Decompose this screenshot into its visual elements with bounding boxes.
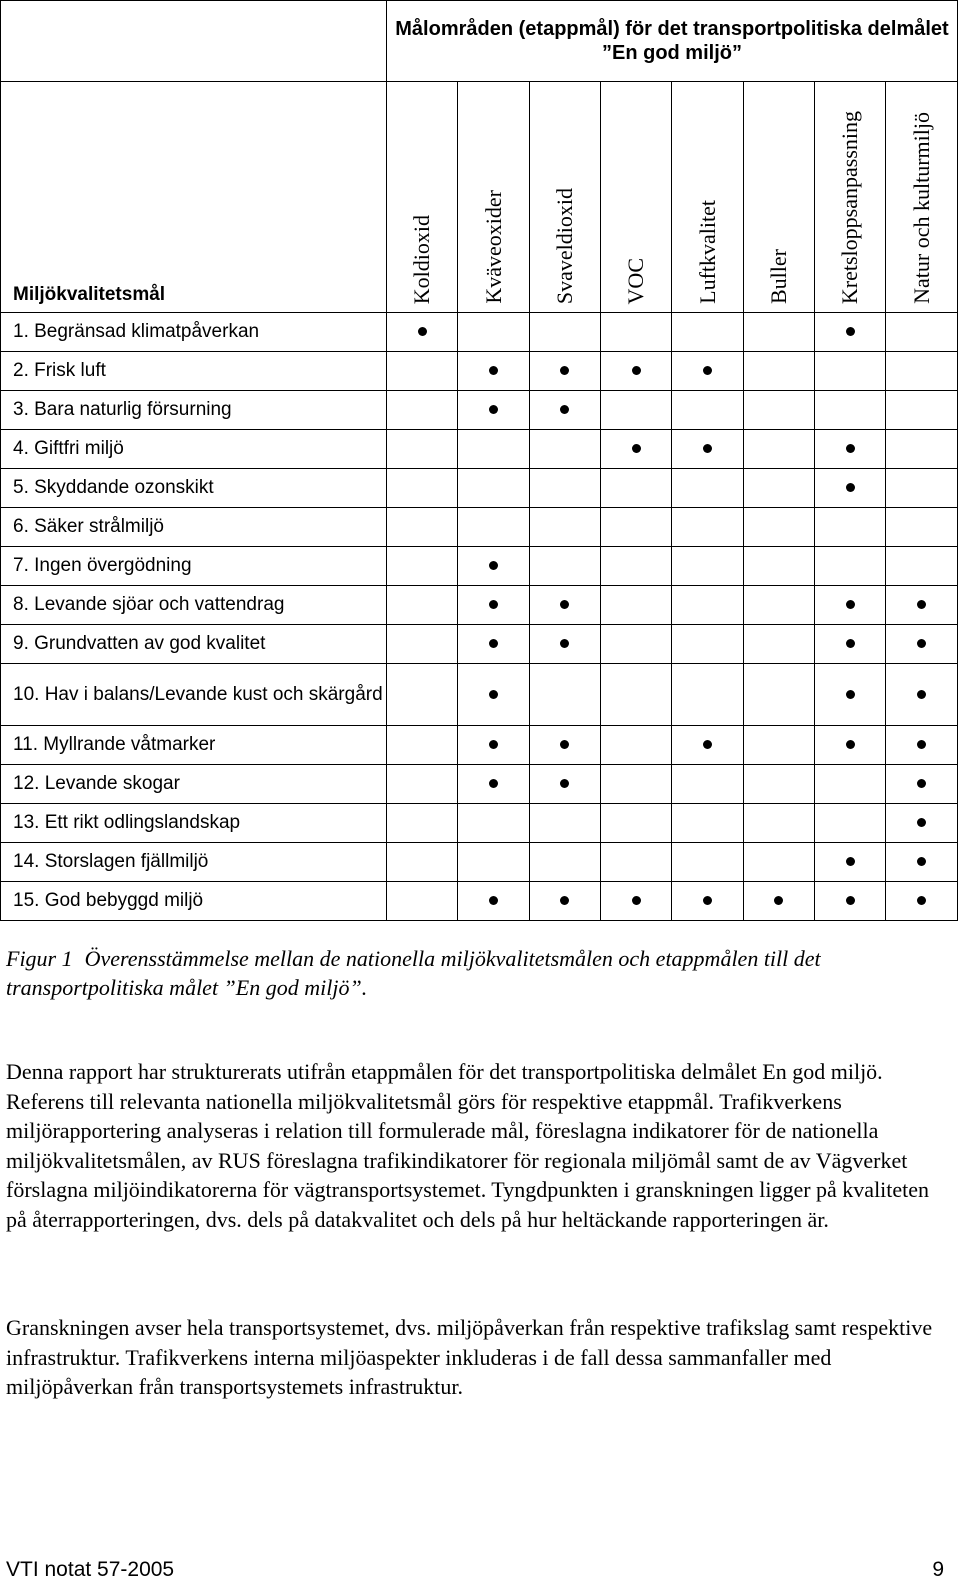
bullet-mark-icon <box>560 740 569 749</box>
bullet-mark-icon <box>560 366 569 375</box>
footer-report-id: VTI notat 57-2005 <box>6 1558 175 1581</box>
matrix-cell <box>529 804 600 843</box>
matrix-cell <box>886 391 958 430</box>
matrix-cell <box>458 391 529 430</box>
matrix-cell <box>601 508 672 547</box>
bullet-mark-icon <box>846 690 855 699</box>
column-header <box>458 82 529 313</box>
row-label: 3. Bara naturlig försurning <box>1 391 387 430</box>
matrix-cell <box>672 882 743 921</box>
matrix-cell <box>672 391 743 430</box>
bullet-mark-icon <box>703 740 712 749</box>
matrix-row <box>1 547 958 586</box>
matrix-cell <box>743 391 814 430</box>
body-paragraph-1: Denna rapport har strukturerats utifrån etappmålen för det transportpolitiska delmålet En god miljö. Referens till relevanta nationella miljökvalitetsmål görs för respektive etappmål. Trafikverkens miljörapportering analyseras i relation till formulerade mål, föreslagna indikatorer för de nationella miljökvalitetsmålen, av RUS föreslagna trafikindikatorer för regionala miljömål samt de av Vägverket förslagna miljöindikatorerna för vägtransportsystemet. Tyngdpunkten i granskningen ligger på kvaliteten på återrapporteringen, dvs. dels på datakvalitet och dels på hur heltäckande rapporteringen är. <box>6 1059 930 1232</box>
matrix-cell <box>529 726 600 765</box>
row-label: 15. God bebyggd miljö <box>1 882 387 921</box>
bullet-mark-icon <box>846 483 855 492</box>
matrix-cell <box>743 430 814 469</box>
bullet-mark-icon <box>632 366 641 375</box>
matrix-cell <box>886 508 958 547</box>
matrix-row <box>1 313 958 352</box>
matrix-cell <box>529 508 600 547</box>
matrix-cell <box>743 547 814 586</box>
column-header <box>601 82 672 313</box>
matrix-cell <box>815 804 886 843</box>
matrix-cell <box>672 804 743 843</box>
matrix-cell <box>743 765 814 804</box>
matrix-cell <box>672 843 743 882</box>
matrix-cell <box>529 625 600 664</box>
matrix-cell <box>386 625 457 664</box>
matrix-cell <box>386 352 457 391</box>
column-header <box>386 82 457 313</box>
column-header-label: VOC <box>623 257 649 304</box>
matrix-cell <box>672 469 743 508</box>
row-label: 11. Myllrande våtmarker <box>1 726 387 765</box>
matrix-row <box>1 843 958 882</box>
bullet-mark-icon <box>560 639 569 648</box>
matrix-cell <box>815 726 886 765</box>
bullet-mark-icon <box>489 600 498 609</box>
matrix-cell <box>672 664 743 726</box>
matrix-cell <box>886 313 958 352</box>
bullet-mark-icon <box>917 690 926 699</box>
matrix-row <box>1 625 958 664</box>
matrix-cell <box>601 664 672 726</box>
matrix-cell <box>743 843 814 882</box>
matrix-cell <box>601 765 672 804</box>
matrix-cell <box>743 352 814 391</box>
matrix-cell <box>458 430 529 469</box>
column-header-label: Kväveoxider <box>480 190 506 304</box>
bullet-mark-icon <box>917 779 926 788</box>
matrix-cell <box>601 586 672 625</box>
matrix-cell <box>386 664 457 726</box>
bullet-mark-icon <box>489 639 498 648</box>
row-header-cell <box>1 82 387 313</box>
matrix-cell <box>458 586 529 625</box>
matrix-cell <box>672 313 743 352</box>
matrix-cell <box>601 882 672 921</box>
bullet-mark-icon <box>560 896 569 905</box>
matrix-cell <box>743 804 814 843</box>
row-label: 7. Ingen övergödning <box>1 547 387 586</box>
bullet-mark-icon <box>489 561 498 570</box>
matrix-cell <box>672 547 743 586</box>
column-header-label: Luftkvalitet <box>694 200 720 304</box>
matrix-row <box>1 804 958 843</box>
matrix-row <box>1 352 958 391</box>
page-footer <box>6 1558 944 1582</box>
matrix-cell <box>815 391 886 430</box>
matrix-cell <box>601 625 672 664</box>
matrix-cell <box>886 765 958 804</box>
bullet-mark-icon <box>846 444 855 453</box>
matrix-cell <box>601 843 672 882</box>
matrix-cell <box>458 352 529 391</box>
bullet-mark-icon <box>846 327 855 336</box>
matrix-cell <box>815 430 886 469</box>
matrix-cell <box>386 765 457 804</box>
matrix-cell <box>386 586 457 625</box>
matrix-cell <box>529 430 600 469</box>
matrix-cell <box>672 586 743 625</box>
matrix-cell <box>743 586 814 625</box>
matrix-cell <box>815 547 886 586</box>
matrix-cell <box>458 726 529 765</box>
matrix-cell <box>601 391 672 430</box>
column-header <box>815 82 886 313</box>
matrix-row <box>1 391 958 430</box>
matrix-cell <box>601 804 672 843</box>
row-label: 10. Hav i balans/Levande kust och skärgård <box>1 664 387 726</box>
matrix-cell <box>601 313 672 352</box>
matrix-row <box>1 882 958 921</box>
matrix-row <box>1 508 958 547</box>
matrix-cell <box>743 313 814 352</box>
matrix-cell <box>458 625 529 664</box>
matrix-cell <box>458 664 529 726</box>
matrix-cell <box>886 586 958 625</box>
matrix-row <box>1 726 958 765</box>
matrix-cell <box>886 469 958 508</box>
bullet-mark-icon <box>560 600 569 609</box>
row-label: 4. Giftfri miljö <box>1 430 387 469</box>
row-label: 9. Grundvatten av god kvalitet <box>1 625 387 664</box>
matrix-cell <box>886 726 958 765</box>
matrix-cell <box>458 843 529 882</box>
matrix-cell <box>458 804 529 843</box>
column-header-label: Buller <box>765 249 791 304</box>
column-header <box>672 82 743 313</box>
column-header-label: Kretsloppsanpassning <box>837 110 863 304</box>
matrix-cell <box>672 726 743 765</box>
matrix-cell <box>815 313 886 352</box>
matrix-cell <box>458 765 529 804</box>
bullet-mark-icon <box>703 366 712 375</box>
matrix-cell <box>386 804 457 843</box>
matrix-cell <box>529 391 600 430</box>
bullet-mark-icon <box>917 896 926 905</box>
bullet-mark-icon <box>846 639 855 648</box>
bullet-mark-icon <box>917 639 926 648</box>
matrix-cell <box>386 391 457 430</box>
bullet-mark-icon <box>489 366 498 375</box>
bullet-mark-icon <box>489 405 498 414</box>
matrix-cell <box>601 352 672 391</box>
row-label: 6. Säker strålmiljö <box>1 508 387 547</box>
bullet-mark-icon <box>846 896 855 905</box>
figure-label: Figur 1 <box>6 946 73 971</box>
matrix-cell <box>815 469 886 508</box>
matrix-cell <box>386 508 457 547</box>
matrix-cell <box>815 625 886 664</box>
matrix-cell <box>886 625 958 664</box>
column-header-label: Koldioxid <box>409 214 435 304</box>
matrix-title: Målområden (etappmål) för det transportpolitiska delmålet ”En god miljö” <box>386 1 957 82</box>
matrix-cell <box>886 664 958 726</box>
matrix-cell <box>529 882 600 921</box>
matrix-cell <box>886 804 958 843</box>
matrix-cell <box>815 586 886 625</box>
matrix-cell <box>886 352 958 391</box>
matrix-cell <box>886 547 958 586</box>
bullet-mark-icon <box>917 600 926 609</box>
matrix-row <box>1 765 958 804</box>
matrix-cell <box>601 430 672 469</box>
matrix-cell <box>743 882 814 921</box>
bullet-mark-icon <box>560 779 569 788</box>
matrix-cell <box>386 469 457 508</box>
column-header <box>743 82 814 313</box>
matrix-cell <box>815 882 886 921</box>
bullet-mark-icon <box>489 740 498 749</box>
matrix-cell <box>672 508 743 547</box>
matrix-cell <box>529 586 600 625</box>
bullet-mark-icon <box>632 896 641 905</box>
matrix-cell <box>386 430 457 469</box>
row-label: 1. Begränsad klimatpåverkan <box>1 313 387 352</box>
matrix-cell <box>529 313 600 352</box>
matrix-cell <box>458 882 529 921</box>
body-paragraph-2: Granskningen avser hela transportsystemet, dvs. miljöpåverkan från respektive trafikslag samt respektive infrastruktur. Trafikverkens interna miljöaspekter inkluderas i de fall dessa sammanfaller med miljöpåverkan från transportsystemets infrastruktur. <box>6 1315 933 1399</box>
matrix-cell <box>529 547 600 586</box>
column-header-label: Natur och kulturmiljö <box>908 112 934 304</box>
matrix-cell <box>815 843 886 882</box>
bullet-mark-icon <box>489 896 498 905</box>
figure-caption-text: Överensstämmelse mellan de nationella miljökvalitetsmålen och etappmålen till det transportpolitiska målet ”En god miljö”. <box>6 946 821 1000</box>
matrix-cell <box>815 664 886 726</box>
matrix-cell <box>672 625 743 664</box>
row-label: 13. Ett rikt odlingslandskap <box>1 804 387 843</box>
matrix-cell <box>386 726 457 765</box>
matrix-cell <box>529 765 600 804</box>
bullet-mark-icon <box>489 690 498 699</box>
matrix-cell <box>386 547 457 586</box>
matrix-row <box>1 430 958 469</box>
bullet-mark-icon <box>846 857 855 866</box>
row-header-label: Miljökvalitetsmål <box>13 284 166 305</box>
matrix-cell <box>672 765 743 804</box>
row-label: 2. Frisk luft <box>1 352 387 391</box>
matrix-cell <box>743 664 814 726</box>
bullet-mark-icon <box>632 444 641 453</box>
matrix-cell <box>529 352 600 391</box>
row-label: 8. Levande sjöar och vattendrag <box>1 586 387 625</box>
column-header <box>529 82 600 313</box>
matrix-cell <box>458 313 529 352</box>
matrix-cell <box>601 547 672 586</box>
matrix-cell <box>601 469 672 508</box>
bullet-mark-icon <box>917 857 926 866</box>
matrix-cell <box>386 313 457 352</box>
matrix-cell <box>529 469 600 508</box>
matrix-cell <box>743 625 814 664</box>
matrix-cell <box>886 430 958 469</box>
bullet-mark-icon <box>418 327 427 336</box>
matrix-cell <box>458 508 529 547</box>
bullet-mark-icon <box>917 818 926 827</box>
footer-page-number: 9 <box>932 1558 944 1581</box>
bullet-mark-icon <box>703 896 712 905</box>
matrix-cell <box>743 469 814 508</box>
bullet-mark-icon <box>703 444 712 453</box>
matrix-cell <box>815 352 886 391</box>
matrix-cell <box>743 726 814 765</box>
matrix-cell <box>386 843 457 882</box>
matrix-row <box>1 469 958 508</box>
matrix-cell <box>886 843 958 882</box>
row-label: 14. Storslagen fjällmiljö <box>1 843 387 882</box>
matrix-cell <box>672 352 743 391</box>
bullet-mark-icon <box>846 600 855 609</box>
matrix-row <box>1 664 958 726</box>
matrix-cell <box>601 726 672 765</box>
bullet-mark-icon <box>774 896 783 905</box>
matrix-cell <box>529 664 600 726</box>
bullet-mark-icon <box>560 405 569 414</box>
matrix-cell <box>458 469 529 508</box>
column-header <box>886 82 958 313</box>
matrix-cell <box>815 508 886 547</box>
empty-corner-cell <box>1 1 387 82</box>
bullet-mark-icon <box>917 740 926 749</box>
matrix-row <box>1 586 958 625</box>
row-label: 5. Skyddande ozonskikt <box>1 469 387 508</box>
figure-caption <box>6 944 946 1002</box>
bullet-mark-icon <box>489 779 498 788</box>
matrix-cell <box>886 882 958 921</box>
column-header-label: Svaveldioxid <box>551 187 577 304</box>
matrix-cell <box>529 843 600 882</box>
matrix-cell <box>458 547 529 586</box>
matrix-cell <box>386 882 457 921</box>
row-label: 12. Levande skogar <box>1 765 387 804</box>
bullet-mark-icon <box>846 740 855 749</box>
matrix-cell <box>743 508 814 547</box>
matrix-cell <box>672 430 743 469</box>
matrix-cell <box>815 765 886 804</box>
